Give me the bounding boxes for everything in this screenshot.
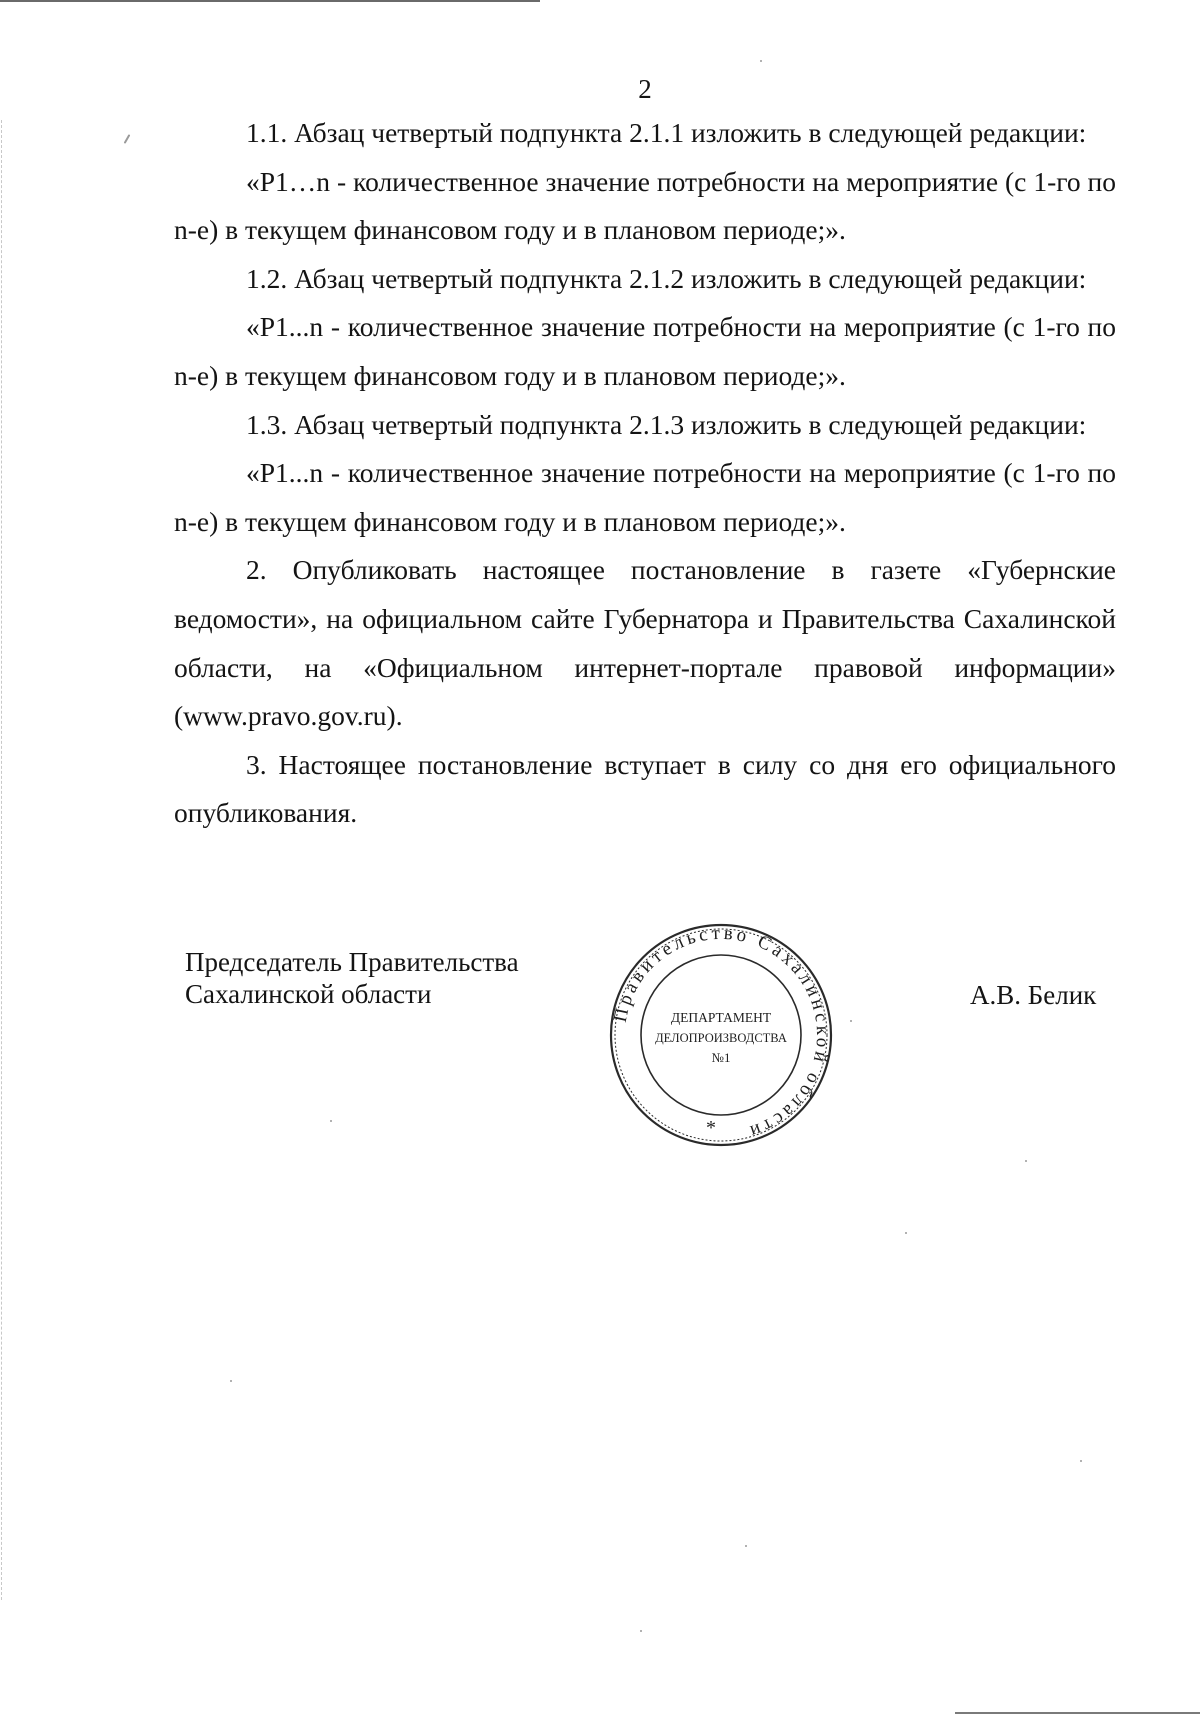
scan-edge-top [0, 0, 540, 2]
paragraph-1-2-text: «P1...n - количественное значение потребности на мероприятие (с 1-го по n-е) в текущем финансовом году и в плановом периоде;». [174, 311, 1116, 391]
scan-speck [745, 1545, 747, 1547]
scan-speck [1080, 1460, 1082, 1462]
paragraph-1-3-text: «P1...n - количественное значение потребности на мероприятие (с 1-го по n-е) в текущем финансовом году и в плановом периоде;». [174, 457, 1116, 537]
official-stamp [608, 922, 834, 1148]
scan-edge-left [1, 120, 2, 1600]
signatory-position-line-1: Председатель Правительства [185, 947, 519, 977]
stamp-inner-line-2: ДЕЛОПРОИЗВОДСТВА [655, 1031, 787, 1045]
scan-speck [1025, 1160, 1027, 1162]
paragraph-2: 2. Опубликовать настоящее постановление в газете «Губернские ведомости», на официальном сайте Губернатора и Правительства Сахалинской области, на «Официальном интернет-портале правовой информации» (www.pravo.gov.ru). [174, 554, 1116, 732]
paragraph-1-2: 1.2. Абзац четвертый подпункта 2.1.2 изложить в следующей редакции: [246, 262, 1087, 294]
paragraph-1-1: 1.1. Абзац четвертый подпункта 2.1.1 изложить в следующей редакции: [246, 117, 1087, 148]
document-body [174, 109, 1116, 838]
signatory-position [185, 946, 519, 1010]
paragraph-1-3: 1.3. Абзац четвертый подпункта 2.1.3 изложить в следующей редакции: [246, 408, 1087, 440]
scan-speck [760, 60, 762, 62]
stamp-inner-line-3: №1 [711, 1050, 731, 1065]
signatory-name: А.В. Белик [970, 980, 1097, 1010]
stamp-inner-line-1: ДЕПАРТАМЕНТ [670, 1010, 772, 1025]
scan-speck [124, 134, 131, 144]
scan-speck [850, 1020, 852, 1022]
page-number: 2 [638, 74, 652, 104]
stamp-star-icon: * [706, 1117, 716, 1139]
signatory-position-line-2: Сахалинской области [185, 979, 432, 1009]
paragraph-3: 3. Настоящее постановление вступает в силу со дня его официального опубликования. [174, 748, 1116, 829]
scan-speck [330, 1120, 332, 1122]
scan-speck [640, 1630, 642, 1632]
scan-speck [905, 1232, 907, 1234]
paragraph-1-1-text: «P1…n - количественное значение потребности на мероприятие (с 1-го по n-е) в текущем финансовом году и в плановом периоде;». [174, 165, 1116, 246]
stamp-outer-text: Правительство Сахалинской области [609, 922, 834, 1144]
scan-speck [230, 1380, 232, 1382]
scan-edge-bottom [955, 1712, 1200, 1714]
